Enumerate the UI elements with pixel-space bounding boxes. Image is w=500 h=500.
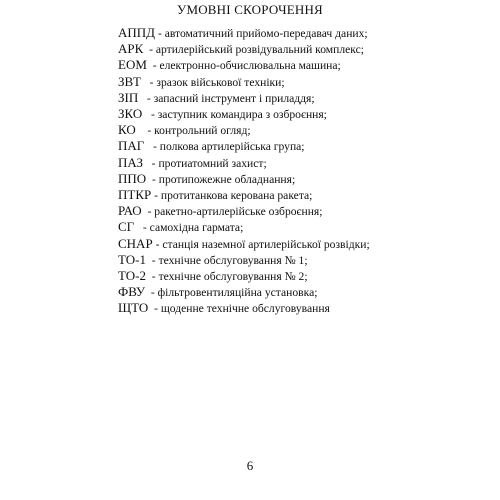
abbreviation-description: артилерійський розвідувальний комплекс; [155,43,364,57]
page-number: 6 [246,458,254,473]
abbreviation-term: ЗКО [118,106,143,122]
abbreviation-description: технічне обслуговування № 1; [158,253,308,267]
abbreviation-description: автоматичний прийомо-передавач даних; [164,27,368,40]
abbreviation-item [118,203,370,219]
abbreviation-item [118,122,370,138]
abbreviation-description: контрольний огляд; [154,124,251,138]
abbreviation-separator: - [152,237,163,251]
abbreviation-description: полкова артилерійська група; [159,140,305,154]
abbreviation-separator: - [146,59,160,73]
abbreviation-separator: - [141,205,155,219]
abbreviation-description: запасний інструмент і приладдя; [153,91,315,105]
abbreviation-separator: - [155,27,165,40]
abbreviation-term: ТО-1 [118,251,146,267]
abbreviation-item [118,90,370,106]
abbreviation-description: протитанкова керована ракета; [160,189,313,203]
abbreviation-separator: - [144,140,160,154]
abbreviation-term: ЗІП [118,89,139,105]
abbreviation-separator: - [145,286,158,300]
abbreviation-term: СГ [118,219,135,235]
abbreviation-separator: - [140,75,157,89]
abbreviation-separator: - [134,221,150,235]
abbreviation-item [118,155,370,171]
abbreviation-description: протипожежне обладнання; [158,172,296,186]
abbreviation-term: ТО-2 [118,268,146,284]
abbreviation-term: ПАГ [118,138,145,154]
abbreviation-description: заступник командира з озброєння; [157,108,327,122]
abbreviation-term: ЗВТ [118,73,141,89]
abbreviation-item [118,300,370,316]
abbreviation-item [118,252,370,268]
abbreviation-description: зразок військової техніки; [156,75,285,89]
abbreviation-item [118,171,370,187]
abbreviation-item [118,187,370,203]
abbreviation-term: ЩТО [118,300,149,316]
abbreviation-item [118,138,370,154]
abbreviation-description: станція наземної артилерійської розвідки; [162,237,370,251]
abbreviation-separator: - [146,172,159,186]
abbreviation-item [118,74,370,90]
abbreviation-item [118,236,370,252]
abbreviation-item [118,25,370,41]
abbreviation-list [118,25,370,317]
abbreviation-term: ППО [118,170,147,186]
abbreviation-item [118,219,370,235]
page-title: УМОВНІ СКОРОЧЕННЯ [177,2,323,17]
abbreviation-item [118,57,370,73]
abbreviation-separator: - [142,108,158,122]
abbreviation-term: ФВУ [118,284,146,300]
abbreviation-item [118,106,370,122]
abbreviation-term: АППД [118,25,156,40]
abbreviation-term: КО [118,122,136,138]
abbreviation-separator: - [146,253,159,267]
abbreviation-item [118,268,370,284]
abbreviation-description: самохідна гармата; [149,221,244,235]
abbreviation-separator: - [138,91,154,105]
abbreviation-description: фільтровентиляційна установка; [157,286,318,300]
abbreviation-item [118,284,370,300]
abbreviation-description: технічне обслуговування № 2; [158,270,308,284]
abbreviation-term: ПТКР [118,187,152,203]
abbreviation-separator: - [146,270,159,284]
abbreviation-description: щоденне технічне обслуговування [160,302,330,316]
abbreviation-term: АРК [118,41,144,57]
abbreviation-separator: - [142,156,159,170]
abbreviation-term: СНАР [118,235,153,251]
abbreviation-separator: - [151,189,161,203]
abbreviation-item [118,41,370,57]
abbreviation-description: ракетно-артилерійське озброєння; [154,205,323,219]
abbreviation-term: ЕОМ [118,57,147,73]
abbreviation-term: ПАЗ [118,154,143,170]
abbreviation-description: електронно-обчислювальна машина; [159,59,341,73]
abbreviation-separator: - [148,302,161,316]
abbreviation-separator: - [135,124,155,138]
abbreviation-separator: - [143,43,156,57]
abbreviation-term: РАО [118,203,142,219]
abbreviation-description: протиатомний захист; [158,156,267,170]
